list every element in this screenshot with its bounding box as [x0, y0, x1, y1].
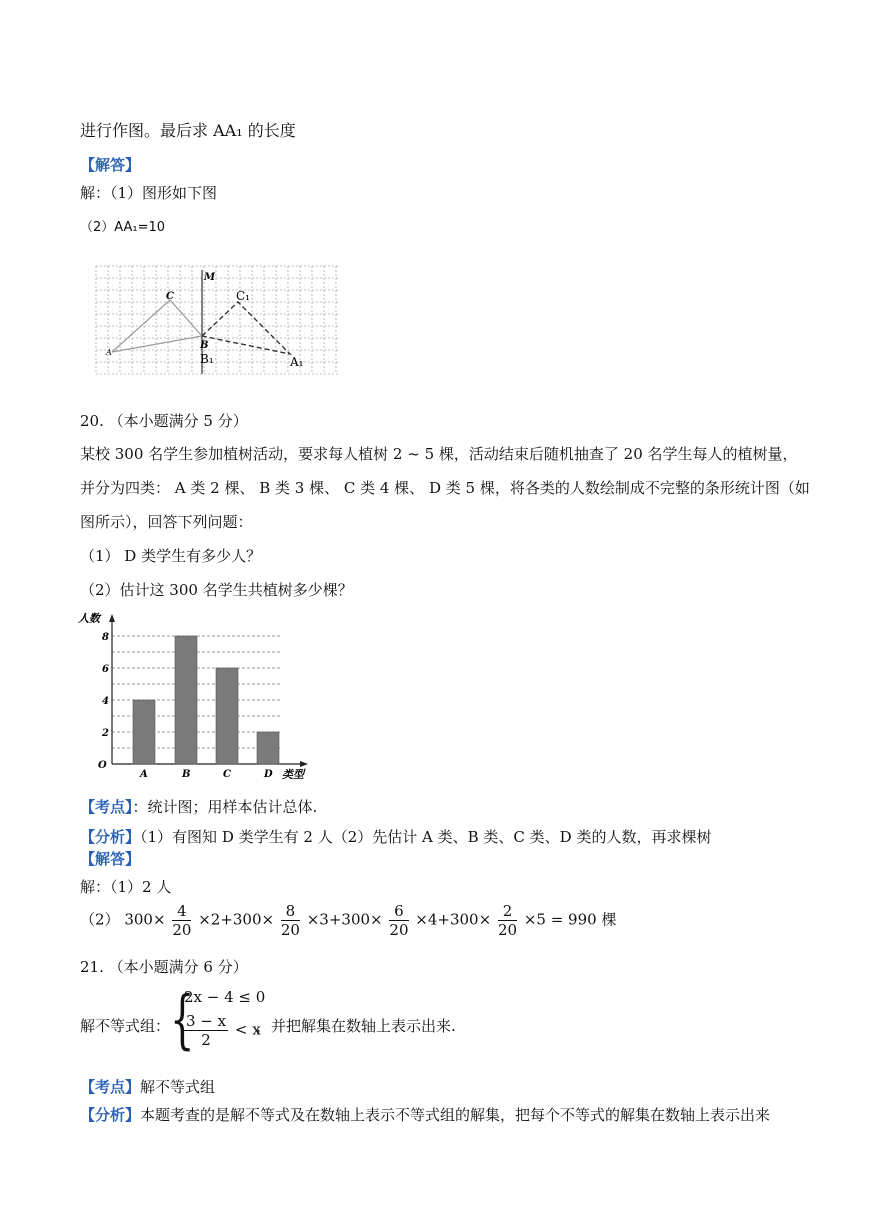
- formula-term2: ×2+300×: [198, 910, 275, 929]
- q21-ineq2: [182, 1012, 261, 1049]
- label-a: A: [106, 348, 112, 357]
- bar-d: [257, 732, 279, 764]
- y-tick-label: 4: [102, 696, 109, 707]
- y-tick-label: 8: [102, 632, 109, 643]
- q21-ineq2-rhs: < x: [234, 1020, 261, 1039]
- kaodian-line: [80, 796, 317, 817]
- y-tick-label: 6: [102, 664, 109, 675]
- bar-b: [175, 636, 197, 764]
- fraction-1: $\frac{4}{20}$: [172, 902, 192, 939]
- kaodian-text: ：统计图；用样本估计总体.: [132, 798, 318, 816]
- answer-part1: 解：（1）图形如下图: [80, 184, 218, 202]
- fraction-2: $\frac{8}{20}$: [280, 902, 300, 939]
- jieda-tag: 【解答】: [80, 850, 141, 868]
- formula-prefix: （2）: [80, 910, 120, 929]
- label-b1: B₁: [200, 352, 214, 366]
- y-axis-arrow: [109, 614, 115, 622]
- formula-term5: ×5 = 990 棵: [523, 910, 617, 929]
- q21-ineq1: 2x − 4 ≤ 0: [184, 988, 266, 1006]
- x-tick-label: D: [264, 769, 273, 780]
- q21-label: 解不等式组：: [80, 1017, 171, 1035]
- fenxi2-text: 本题考查的是解不等式及在数轴上表示不等式组的解集，把每个不等式的解集在数轴上表示出来: [140, 1106, 771, 1124]
- answer-part2: （2）AA₁=10: [80, 220, 166, 235]
- q21-tail: ，并把解集在数轴上表示出来.: [256, 1017, 456, 1035]
- kaodian2-text: 解不等式组: [140, 1078, 216, 1096]
- bar-chart: [78, 608, 318, 784]
- q20-para3: 图所示），回答下列问题：: [80, 513, 253, 531]
- x-axis-arrow: [300, 761, 308, 767]
- kaodian-tag: 【考点】: [80, 798, 133, 816]
- y-axis-title: 人数: [78, 612, 100, 625]
- x-axis-title: 类型: [282, 768, 304, 781]
- origin-label: O: [98, 760, 107, 771]
- label-c1: C₁: [236, 289, 250, 303]
- q20-para1: 某校 300 名学生参加植树活动，要求每人植树 2 ~ 5 棵，活动结束后随机抽查了 20 名学生每人的植树量，: [80, 445, 798, 463]
- formula-term1: 300×: [124, 910, 166, 929]
- q21-title: 21. （本小题满分 6 分）: [80, 958, 248, 976]
- fenxi2-line: [80, 1104, 770, 1125]
- fenxi-tag: 【分析】: [80, 828, 141, 846]
- label-c: C: [166, 291, 174, 302]
- kaodian2-line: [80, 1076, 215, 1097]
- formula-term4: ×4+300×: [415, 910, 492, 929]
- answer-tag: 【解答】: [80, 156, 141, 174]
- label-a1: A₁: [290, 355, 304, 369]
- label-b: B: [200, 340, 209, 351]
- x-tick-label: C: [223, 769, 231, 780]
- formula-term3: ×3+300×: [306, 910, 383, 929]
- fenxi-line: [80, 826, 711, 847]
- q21-fraction: $\frac{3 - x}{2}$: [186, 1012, 227, 1049]
- y-tick-label: 2: [102, 728, 109, 739]
- fenxi2-tag: 【分析】: [80, 1106, 141, 1124]
- q20-title: 20. （本小题满分 5 分）: [80, 412, 248, 430]
- intro-line: 进行作图。最后求 AA₁ 的长度: [80, 121, 296, 140]
- bar-a: [133, 700, 155, 764]
- fenxi-text: （1）有图知 D 类学生有 2 人（2）先估计 A 类、B 类、C 类、D 类的人数，再求棵树: [140, 828, 712, 846]
- bar-c: [216, 668, 238, 764]
- label-m: M: [204, 272, 216, 283]
- fraction-3: $\frac{6}{20}$: [389, 902, 409, 939]
- answer1: 解：（1）2 人: [80, 878, 172, 896]
- q20-question1: （1） D 类学生有多少人？: [80, 547, 262, 565]
- q20-question2: （2）估计这 300 名学生共植树多少棵？: [80, 581, 353, 599]
- fraction-4: $\frac{2}{20}$: [497, 902, 518, 939]
- kaodian2-tag: 【考点】: [80, 1078, 141, 1096]
- q20-para2: 并分为四类： A 类 2 棵、 B 类 3 棵、 C 类 4 棵、 D 类 5 棵，将各类的人数绘制成不完整的条形统计图（如: [80, 479, 810, 497]
- geometry-figure: [92, 262, 344, 378]
- x-tick-label: B: [182, 769, 191, 780]
- system-brace: {: [170, 983, 195, 1057]
- triangle-a1b1c1: [202, 302, 290, 354]
- x-tick-label: A: [140, 769, 148, 780]
- formula-line: [80, 902, 616, 939]
